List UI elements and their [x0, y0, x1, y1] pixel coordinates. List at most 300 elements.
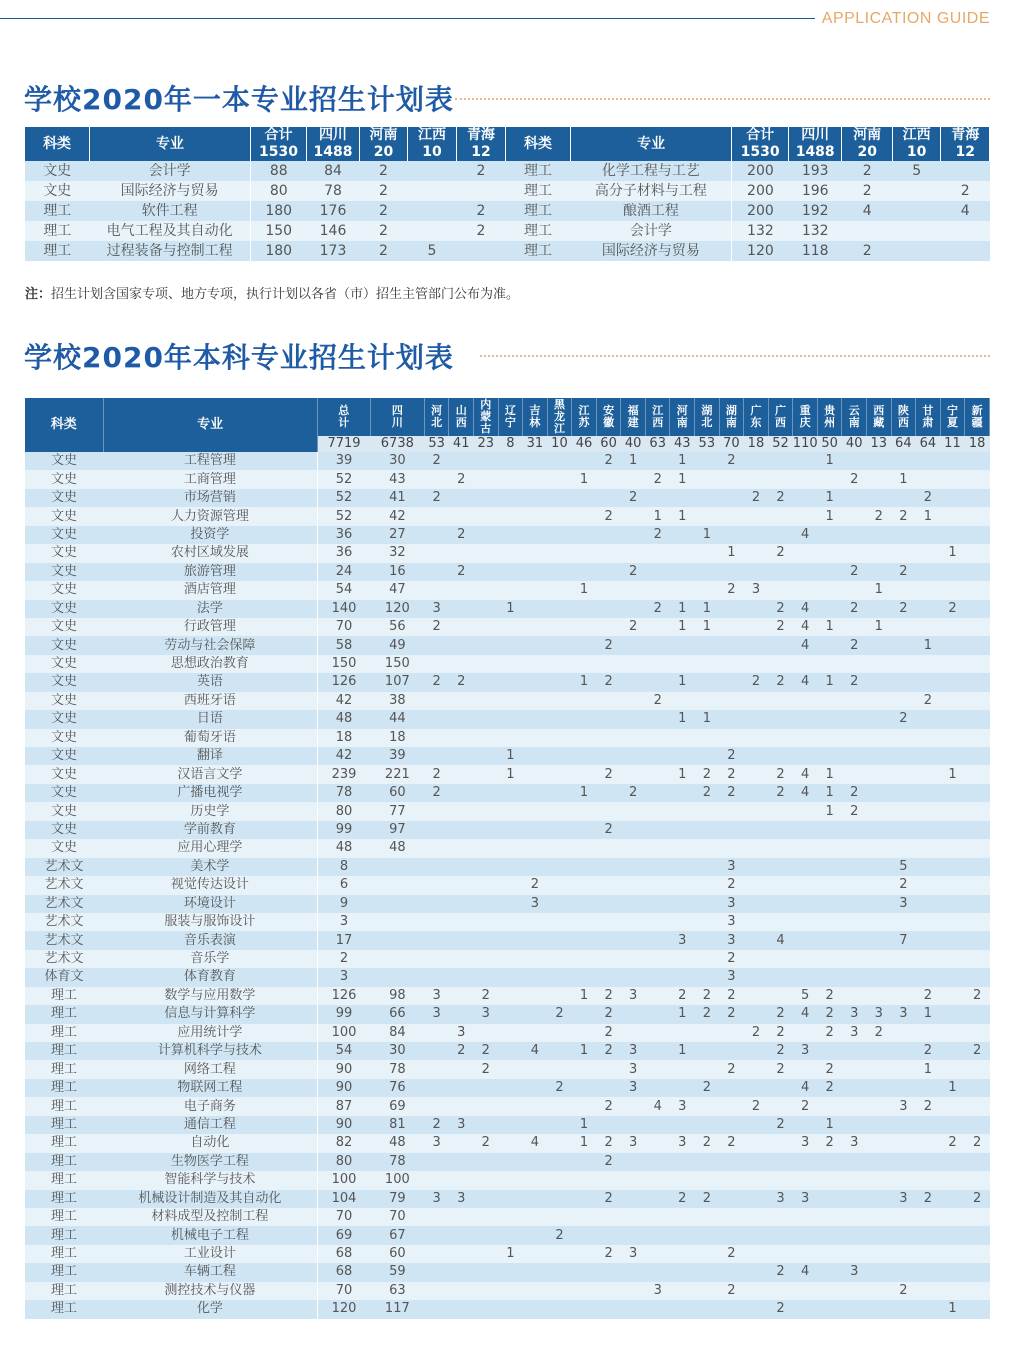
cell-value: [645, 1042, 670, 1060]
cell-major: 车辆工程: [103, 1263, 317, 1281]
cell-value: [473, 1171, 498, 1189]
cell-value: [842, 221, 892, 241]
cell-value: [473, 1263, 498, 1281]
cell-value: 1: [572, 673, 597, 691]
cell-value: 36: [317, 544, 370, 562]
cell-value: [473, 784, 498, 802]
cell-value: 1: [670, 1042, 695, 1060]
cell-value: [965, 1226, 990, 1244]
cell-value: [695, 1282, 720, 1300]
cell-value: 48: [317, 839, 370, 857]
cell-value: 2: [719, 1060, 744, 1078]
cell-value: [473, 710, 498, 728]
cell-value: [473, 544, 498, 562]
cell-value: 2: [842, 181, 892, 201]
cell-value: [916, 784, 941, 802]
cell-value: [424, 692, 449, 710]
col-total: 60: [596, 436, 621, 452]
note-label: 注：: [25, 287, 52, 302]
cell-major: 国际经济与贸易: [570, 241, 732, 261]
cell-value: [645, 765, 670, 783]
cell-value: [916, 1153, 941, 1171]
table-row: [25, 618, 990, 636]
col-header-province: 西 藏: [866, 398, 891, 436]
cell-value: [498, 802, 523, 820]
cell-value: 1: [817, 673, 842, 691]
cell-value: [940, 987, 965, 1005]
cell-value: 2: [645, 470, 670, 488]
cell-value: [940, 858, 965, 876]
cell-value: [916, 1245, 941, 1263]
cell-value: [449, 1097, 474, 1115]
cell-value: [523, 1079, 548, 1097]
cell-value: [817, 544, 842, 562]
cell-major: 市场营销: [103, 489, 317, 507]
cell-value: [621, 636, 646, 654]
cell-value: 2: [596, 1097, 621, 1115]
cell-value: [866, 1190, 891, 1208]
cell-value: 41: [370, 489, 424, 507]
cell-value: [645, 729, 670, 747]
cell-value: 2: [817, 987, 842, 1005]
cell-value: [498, 729, 523, 747]
cell-value: 2: [817, 1079, 842, 1097]
cell-value: 32: [370, 544, 424, 562]
cell-value: [523, 765, 548, 783]
table-row: [25, 636, 990, 654]
cell-value: [940, 821, 965, 839]
cell-value: [449, 544, 474, 562]
cell-value: [498, 673, 523, 691]
cell-value: 3: [523, 895, 548, 913]
col-header-category: 科类: [25, 127, 90, 161]
cell-value: [670, 858, 695, 876]
cell-value: [424, 839, 449, 857]
cell-value: [621, 710, 646, 728]
cell-value: [768, 821, 793, 839]
cell-value: [695, 839, 720, 857]
cell-value: [645, 802, 670, 820]
cell-value: [817, 876, 842, 894]
section2-title-dots: [480, 355, 990, 357]
cell-value: [547, 1042, 572, 1060]
cell-value: 52: [317, 507, 370, 525]
cell-value: [891, 765, 916, 783]
cell-value: [449, 747, 474, 765]
cell-major: 物联网工程: [103, 1079, 317, 1097]
cell-value: [498, 470, 523, 488]
cell-value: [768, 1208, 793, 1226]
table-row: [25, 452, 990, 470]
cell-value: 3: [842, 1024, 867, 1042]
cell-value: 2: [596, 1153, 621, 1171]
cell-value: [719, 563, 744, 581]
cell-value: [596, 913, 621, 931]
cell-value: 2: [965, 1134, 990, 1152]
cell-value: [768, 876, 793, 894]
section1-title: 学校2020年一本专业招生计划表: [24, 83, 454, 116]
cell-value: [842, 1153, 867, 1171]
section1-title-dots: [455, 98, 990, 100]
cell-value: [866, 765, 891, 783]
cell-value: [547, 729, 572, 747]
cell-value: 1: [916, 1005, 941, 1023]
cell-value: [547, 1282, 572, 1300]
cell-value: [842, 452, 867, 470]
cell-value: [523, 931, 548, 949]
cell-value: [473, 1079, 498, 1097]
col-header-province: 重 庆: [793, 398, 818, 436]
cell-value: 4: [793, 618, 818, 636]
cell-value: [424, 1024, 449, 1042]
cell-value: [547, 600, 572, 618]
cell-value: [965, 563, 990, 581]
cell-value: [449, 839, 474, 857]
cell-value: [842, 913, 867, 931]
cell-value: 3: [424, 1134, 449, 1152]
cell-value: 60: [370, 784, 424, 802]
cell-value: [817, 636, 842, 654]
cell-value: [916, 1226, 941, 1244]
cell-value: [498, 1153, 523, 1171]
cell-value: 56: [370, 618, 424, 636]
cell-value: [424, 1245, 449, 1263]
cell-value: [940, 931, 965, 949]
cell-value: [695, 950, 720, 968]
cell-value: 2: [424, 618, 449, 636]
cell-value: [473, 655, 498, 673]
cell-value: [523, 1060, 548, 1078]
table-row: [25, 181, 990, 201]
cell-value: [645, 710, 670, 728]
cell-value: [916, 729, 941, 747]
cell-value: [695, 1171, 720, 1189]
cell-value: 1: [572, 1042, 597, 1060]
cell-value: [793, 452, 818, 470]
cell-value: [473, 858, 498, 876]
cell-value: [424, 895, 449, 913]
cell-value: [768, 710, 793, 728]
cell-value: [695, 1263, 720, 1281]
cell-value: 2: [596, 821, 621, 839]
cell-value: [768, 507, 793, 525]
cell-value: [621, 839, 646, 857]
cell-value: [670, 655, 695, 673]
cell-category: 文史: [25, 618, 103, 636]
cell-value: 3: [719, 895, 744, 913]
cell-value: 4: [645, 1097, 670, 1115]
cell-major: 会计学: [570, 221, 732, 241]
cell-value: [817, 1153, 842, 1171]
cell-value: [498, 1134, 523, 1152]
cell-value: 48: [317, 710, 370, 728]
cell-value: [547, 544, 572, 562]
cell-value: [621, 1171, 646, 1189]
cell-value: [670, 968, 695, 986]
cell-value: [449, 452, 474, 470]
cell-value: [866, 821, 891, 839]
cell-value: 2: [456, 201, 505, 221]
cell-value: [965, 507, 990, 525]
cell-category: 理工: [25, 1134, 103, 1152]
cell-value: [645, 1116, 670, 1134]
cell-value: [424, 1097, 449, 1115]
cell-value: [891, 1153, 916, 1171]
cell-major: 化学工程与工艺: [570, 161, 732, 181]
cell-value: [965, 1208, 990, 1226]
col-header-province: 新 疆: [965, 398, 990, 436]
cell-value: [449, 581, 474, 599]
table-row: [25, 201, 990, 221]
cell-value: 49: [370, 636, 424, 654]
undergrad-plan-table: [25, 398, 990, 1319]
cell-value: [670, 747, 695, 765]
cell-value: [572, 968, 597, 986]
cell-value: 4: [793, 600, 818, 618]
cell-category: 文史: [25, 802, 103, 820]
cell-value: 2: [424, 452, 449, 470]
cell-value: [424, 507, 449, 525]
cell-value: [695, 544, 720, 562]
col-header-province: 辽 宁: [498, 398, 523, 436]
cell-value: 3: [317, 968, 370, 986]
cell-value: 132: [732, 221, 789, 241]
col-header-total: 10: [408, 144, 456, 161]
cell-value: [891, 673, 916, 691]
cell-value: 2: [866, 1024, 891, 1042]
cell-value: [866, 839, 891, 857]
col-header-province: 江 苏: [572, 398, 597, 436]
cell-value: [547, 1208, 572, 1226]
cell-value: [940, 1190, 965, 1208]
cell-value: [424, 1042, 449, 1060]
cell-value: [572, 1171, 597, 1189]
cell-value: 196: [788, 181, 842, 201]
cell-value: [370, 931, 424, 949]
cell-value: 1: [916, 1060, 941, 1078]
cell-value: 100: [317, 1171, 370, 1189]
cell-value: [965, 1005, 990, 1023]
cell-value: [473, 563, 498, 581]
cell-value: 3: [621, 987, 646, 1005]
cell-value: 126: [317, 673, 370, 691]
cell-category: 理工: [25, 987, 103, 1005]
table-row: [25, 1171, 990, 1189]
cell-value: [892, 201, 940, 221]
cell-value: [940, 1263, 965, 1281]
cell-value: 2: [596, 1005, 621, 1023]
cell-value: [842, 618, 867, 636]
cell-value: [866, 1097, 891, 1115]
cell-value: [940, 673, 965, 691]
cell-value: 38: [370, 692, 424, 710]
cell-value: [916, 931, 941, 949]
cell-value: [817, 931, 842, 949]
col-header-province: 甘 肃: [916, 398, 941, 436]
cell-value: 4: [523, 1042, 548, 1060]
cell-value: [793, 1226, 818, 1244]
cell-value: [965, 895, 990, 913]
cell-major: 酒店管理: [103, 581, 317, 599]
cell-value: [424, 1263, 449, 1281]
cell-value: [940, 636, 965, 654]
cell-value: [866, 1042, 891, 1060]
cell-value: [793, 1060, 818, 1078]
cell-value: 2: [547, 1226, 572, 1244]
cell-value: [547, 1300, 572, 1318]
cell-value: 80: [250, 181, 307, 201]
cell-value: 1: [817, 765, 842, 783]
cell-value: [523, 692, 548, 710]
cell-value: 16: [370, 563, 424, 581]
cell-value: [768, 692, 793, 710]
cell-value: [842, 710, 867, 728]
col-total: 40: [842, 436, 867, 452]
cell-value: [744, 802, 769, 820]
col-total: 70: [719, 436, 744, 452]
cell-value: [621, 1300, 646, 1318]
cell-value: [473, 581, 498, 599]
cell-value: [891, 581, 916, 599]
cell-value: [473, 821, 498, 839]
section2-title: 学校2020年本科专业招生计划表: [24, 341, 454, 374]
cell-value: [842, 895, 867, 913]
cell-value: 1: [695, 618, 720, 636]
cell-value: [965, 913, 990, 931]
cell-value: [916, 1024, 941, 1042]
cell-value: [940, 692, 965, 710]
cell-value: 2: [596, 1190, 621, 1208]
cell-value: [768, 858, 793, 876]
cell-value: [547, 507, 572, 525]
cell-value: [940, 1116, 965, 1134]
cell-value: 2: [473, 1134, 498, 1152]
cell-value: [842, 1060, 867, 1078]
cell-value: 3: [719, 913, 744, 931]
cell-value: 1: [572, 581, 597, 599]
cell-value: [866, 636, 891, 654]
cell-value: 1: [817, 507, 842, 525]
cell-value: [817, 470, 842, 488]
cell-value: [817, 858, 842, 876]
cell-category: 文史: [25, 544, 103, 562]
cell-value: [817, 710, 842, 728]
cell-value: [940, 470, 965, 488]
cell-value: 2: [916, 692, 941, 710]
cell-value: [596, 1116, 621, 1134]
cell-value: 79: [370, 1190, 424, 1208]
cell-value: [547, 655, 572, 673]
cell-value: [695, 1153, 720, 1171]
cell-value: [842, 931, 867, 949]
cell-value: 2: [719, 747, 744, 765]
cell-value: [940, 747, 965, 765]
cell-value: [498, 692, 523, 710]
cell-value: 3: [793, 1134, 818, 1152]
cell-value: [866, 452, 891, 470]
cell-value: 117: [370, 1300, 424, 1318]
cell-value: [473, 1024, 498, 1042]
cell-value: [547, 931, 572, 949]
cell-category: 理工: [25, 1060, 103, 1078]
cell-value: [572, 1097, 597, 1115]
cell-value: [866, 1226, 891, 1244]
cell-value: [498, 839, 523, 857]
cell-value: [547, 1097, 572, 1115]
cell-value: [744, 747, 769, 765]
cell-value: [572, 876, 597, 894]
col-total: 18: [965, 436, 990, 452]
cell-value: [916, 968, 941, 986]
cell-value: 2: [768, 1024, 793, 1042]
cell-category: 理工: [506, 201, 571, 221]
cell-value: [817, 692, 842, 710]
cell-value: [473, 1116, 498, 1134]
cell-value: [817, 1245, 842, 1263]
cell-value: [793, 821, 818, 839]
cell-value: [866, 1208, 891, 1226]
cell-value: [473, 452, 498, 470]
cell-value: [916, 1079, 941, 1097]
cell-value: [498, 821, 523, 839]
cell-value: [621, 1226, 646, 1244]
cell-value: [744, 1282, 769, 1300]
cell-value: [891, 1226, 916, 1244]
cell-value: [370, 876, 424, 894]
cell-value: [424, 876, 449, 894]
cell-value: [596, 1300, 621, 1318]
section1-note: [25, 283, 519, 302]
cell-value: 2: [744, 1024, 769, 1042]
cell-value: 2: [719, 1245, 744, 1263]
cell-value: [547, 839, 572, 857]
cell-value: 1: [695, 600, 720, 618]
cell-value: [498, 544, 523, 562]
cell-value: [965, 784, 990, 802]
cell-major: 投资学: [103, 526, 317, 544]
cell-value: [621, 673, 646, 691]
cell-value: [621, 507, 646, 525]
cell-value: [645, 913, 670, 931]
cell-value: [408, 161, 456, 181]
cell-value: 5: [793, 987, 818, 1005]
cell-value: [449, 1134, 474, 1152]
cell-value: [645, 1263, 670, 1281]
cell-value: [916, 710, 941, 728]
table-row: [25, 913, 990, 931]
cell-value: [695, 895, 720, 913]
cell-value: [596, 802, 621, 820]
cell-value: 2: [645, 600, 670, 618]
cell-value: [449, 802, 474, 820]
cell-category: 文史: [25, 563, 103, 581]
cell-value: [449, 821, 474, 839]
cell-value: [645, 489, 670, 507]
cell-value: [719, 655, 744, 673]
cell-value: [916, 895, 941, 913]
cell-value: 2: [645, 692, 670, 710]
cell-value: [793, 1208, 818, 1226]
cell-value: [916, 526, 941, 544]
cell-value: [916, 858, 941, 876]
col-total: 6738: [370, 436, 424, 452]
cell-value: [572, 1282, 597, 1300]
cell-value: 2: [456, 161, 505, 181]
cell-value: [645, 636, 670, 654]
cell-value: [793, 655, 818, 673]
cell-value: [965, 747, 990, 765]
cell-value: [719, 1300, 744, 1318]
